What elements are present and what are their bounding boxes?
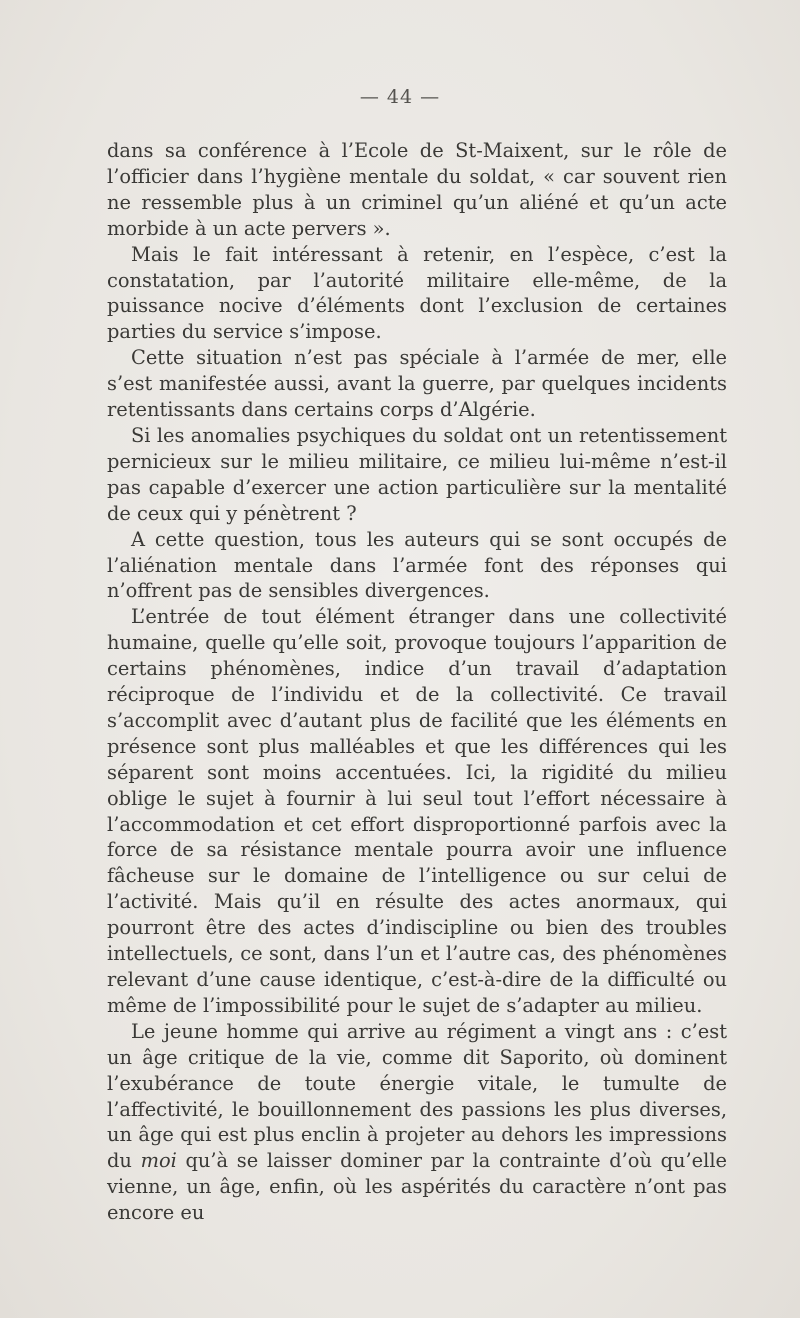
paragraph: L’entrée de tout élément étranger dans une collectivité humaine, quelle qu’elle soit, provoque toujours l’apparition de certains phénomènes, indice d’un travail d’adaptation réciproque de l’individu et de la collectivité. Ce travail s’accomplit avec d’autant plus de facilité que les éléments en présence sont plus malléables et que les différences qui les séparent sont moins accentuées. Ici, la rigidité du milieu oblige le sujet à fournir à lui seul tout l’effort nécessaire à l’accommodation et cet effort disproportionné parfois avec la force de sa résistance mentale pourra avoir une influence fâcheuse sur le domaine de l’intelligence ou sur celui de l’activité. Mais qu’il en résulte des actes anormaux, qui pourront être des actes d’indiscipline ou bien des troubles intellectuels, ce sont, dans l’un et l’autre cas, des phénomènes relevant d’une cause identique, c’est-à-dire de la difficulté ou même de l’impossibilité pour le sujet de s’adapter au milieu. xyxy=(107,605,727,1017)
paragraph: A cette question, tous les auteurs qui se sont occupés de l’aliénation mentale dans l’armée font des réponses qui n’offrent pas de sensibles divergences. xyxy=(107,527,727,603)
italic-word: moi xyxy=(140,1149,177,1173)
text-run: qu’à se laisser dominer par la contrainte d’où qu’elle vienne, un âge, enfin, où les aspérités du caractère n’ont pas encore eu xyxy=(107,1149,727,1225)
paragraph: Mais le fait intéressant à retenir, en l’espèce, c’est la constatation, par l’autorité militaire elle-même, de la puissance nocive d’éléments dont l’exclusion de certaines parties du service s’impose. xyxy=(107,242,727,344)
paragraph: Cette situation n’est pas spéciale à l’armée de mer, elle s’est manifestée aussi, avant la guerre, par quelques incidents retentissants dans certains corps d’Algérie. xyxy=(107,346,727,422)
text-run: Le jeune homme qui arrive au régiment a vingt ans : c’est un âge critique de la vie, comme dit Saporito, où dominent l’exubérance de toute énergie vitale, le tumulte de l’affectivité, le bouillonnement des passions les plus diverses, un âge qui est plus enclin à projeter au dehors les impressions du xyxy=(107,1019,727,1173)
paragraph-last xyxy=(107,1019,727,1226)
paragraph: Si les anomalies psychiques du soldat ont un retentissement pernicieux sur le milieu militaire, ce milieu lui-même n’est-il pas capable d’exercer une action particulière sur la mentalité de ceux qui y pénètrent ? xyxy=(107,423,727,525)
body-text xyxy=(107,138,727,1226)
page-number: — 44 — xyxy=(359,86,441,108)
paragraph-continuation: dans sa conférence à l’Ecole de St-Maixent, sur le rôle de l’officier dans l’hygiène mentale du soldat, « car souvent rien ne ressemble plus à un criminel qu’un aliéné et qu’un acte morbide à un acte pervers ». xyxy=(107,139,727,240)
